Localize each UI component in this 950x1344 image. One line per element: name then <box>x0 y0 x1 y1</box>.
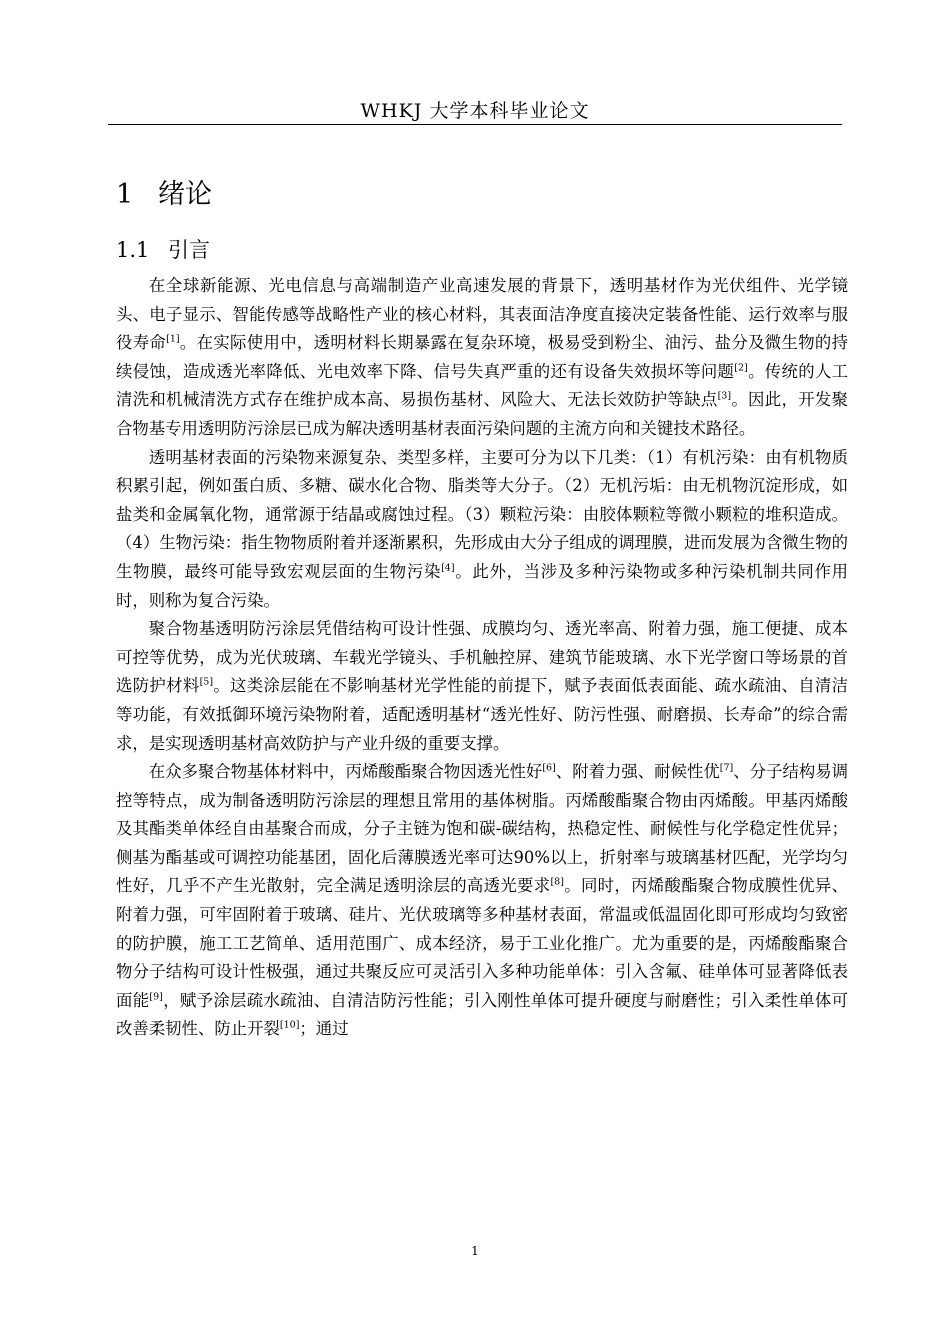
body-paragraph <box>116 758 848 1044</box>
text-run: 、附着力强、耐候性优 <box>555 762 720 782</box>
running-header: WHKJ 大学本科毕业论文 <box>360 100 590 122</box>
text-run: ，赋予涂层疏水疏油、自清洁防污性能；引入刚性单体可提升硬度与耐磨性；引入柔性单体可改善柔韧性、防止开裂 <box>116 990 848 1039</box>
header-rule <box>108 124 842 125</box>
page-number: 1 <box>471 1244 479 1258</box>
citation-ref: [2] <box>734 362 748 374</box>
body-paragraph <box>116 615 848 758</box>
citation-ref: [9] <box>149 991 163 1003</box>
citation-ref: [10] <box>279 1019 300 1031</box>
chapter-title: 绪论 <box>158 179 212 210</box>
text-run: 。传统的人工清洗和机械清洗方式存在维护成本高、易损伤基材、风险大、无法长效防护等缺点 <box>116 361 849 410</box>
text-run: 聚合物基透明防污涂层凭借结构可设计性强、成膜均匀、透光率高、附着力强，施工便捷、成本可控等优势，成为光伏玻璃、车载光学镜头、手机触控屏、建筑节能玻璃、水下光学窗口等场景的首选防护材料 <box>116 619 848 696</box>
section-number: 1.1 <box>116 238 150 262</box>
chapter-heading <box>116 172 212 211</box>
body-paragraph <box>116 444 848 616</box>
citation-ref: [8] <box>550 877 564 888</box>
text-run: ；通过 <box>299 1019 349 1039</box>
section-heading <box>116 234 210 264</box>
text-run: 。在实际使用中，透明材料长期暴露在复杂环境，极易受到粉尘、油污、盐分及微生物的持续侵蚀，造成透光率降低、光电效率下降、信号失真严重的还有设备失效损坏等问题 <box>116 333 849 381</box>
citation-ref: [3] <box>717 390 732 402</box>
citation-ref: [6] <box>542 762 556 774</box>
citation-ref: [1] <box>166 333 180 345</box>
citation-ref: [5] <box>199 676 214 688</box>
text-run: 透明基材表面的污染物来源复杂、类型多样，主要可分为以下几类：（1）有机污染：由有机物质积累引起，例如蛋白质、多糖、碳水化合物、脂类等大分子。（2）无机污垢：由无机物沉淀形成，如盐类和金属氧化物，通常源于结晶或腐蚀过程。（3）颗粒污染：由胶体颗粒等微小颗粒的堆积造成。（4）生物污染：指生物物质附着并逐渐累积，先形成由大分子组成的调理膜，进而发展为含微生物的生物膜，最终可能导致宏观层面的生物污染 <box>116 447 848 581</box>
citation-ref: [7] <box>719 762 734 774</box>
text-run: 。因此，开发聚合物基专用透明防污涂层已成为解决透明基材表面污染问题的主流方向和关键技术路径。 <box>116 390 849 438</box>
text-run: 、分子结构易调控等特点，成为制备透明防污涂层的理想且常用的基体树脂。丙烯酸酯聚合物由丙烯酸。甲基丙烯酸及其酯类单体经自由基聚合而成，分子主链为饱和碳-碳结构，热稳定性、耐候性与化学稳定性优异；侧基为酯基或可调控功能基团，固化后薄膜透光率可达90%以上，折射率与玻璃基材匹配，光学均匀性好，几乎不产生光散射，完全满足透明涂层的高透光要求 <box>116 762 849 896</box>
text-run: 。此外，当涉及多种污染物或多种污染机制共同作用时，则称为复合污染。 <box>116 561 849 610</box>
citation-ref: [4] <box>441 562 455 574</box>
text-run: 在众多聚合物基体材料中，丙烯酸酯聚合物因透光性好 <box>148 762 543 782</box>
body-paragraph <box>116 272 848 444</box>
body-text <box>116 272 848 1044</box>
section-title: 引言 <box>168 238 210 262</box>
chapter-number: 1 <box>116 179 134 210</box>
text-run: 。这类涂层能在不影响基材光学性能的前提下，赋予表面低表面能、疏水疏油、自清洁等功能，有效抵御环境污染物附着，适配透明基材“透光性好、防污性强、耐磨损、长寿命”的综合需求，是实现透明基材高效防护与产业升级的重要支撑。 <box>116 676 849 753</box>
text-run: 在全球新能源、光电信息与高端制造产业高速发展的背景下，透明基材作为光伏组件、光学镜头、电子显示、智能传感等战略性产业的核心材料，其表面洁净度直接决定装备性能、运行效率与服役寿命 <box>116 276 848 353</box>
text-run: 。同时，丙烯酸酯聚合物成膜性优异、附着力强，可牢固附着于玻璃、硅片、光伏玻璃等多种基材表面，常温或低温固化即可形成均匀致密的防护膜，施工工艺简单、适用范围广、成本经济，易于工业化推广。尤为重要的是，丙烯酸酯聚合物分子结构可设计性极强，通过共聚反应可灵活引入多种功能单体：引入含氟、硅单体可显著降低表面能 <box>116 876 849 1010</box>
